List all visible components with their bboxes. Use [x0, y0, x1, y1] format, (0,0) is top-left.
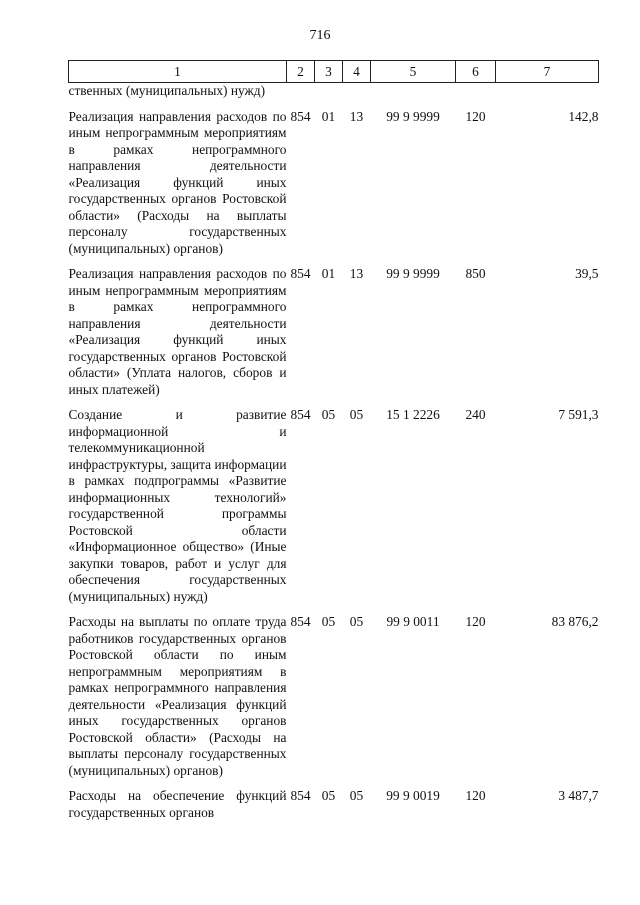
row-subsection-code: 05	[349, 788, 364, 803]
column-header: 4	[343, 61, 371, 83]
row-expense-type	[456, 83, 496, 101]
row-description: Расходы на обеспечение функций государственных органов	[68, 788, 287, 820]
row-section-code: 01	[321, 266, 336, 281]
row-ministry-code: 854	[290, 614, 311, 629]
table-row	[69, 399, 599, 606]
row-amount: 39,5	[575, 266, 599, 281]
row-subsection-code: 05	[349, 407, 364, 422]
row-amount: 142,8	[568, 108, 599, 124]
table-row	[69, 780, 599, 822]
row-target-article: 99 9 0019	[386, 788, 440, 803]
row-amount	[496, 83, 599, 101]
row-description: Реализация направления расходов по иным непрограммным мероприятиям в рамках непрограммного направления деятельности «Реализация функций иных государственных органов Ростовской области» (Уплата налогов, сборов и иных платежей)	[68, 266, 287, 397]
row-amount: 7 591,3	[558, 407, 599, 422]
row-target-article: 99 9 9999	[386, 108, 440, 124]
header-row	[69, 61, 599, 83]
column-header: 2	[287, 61, 315, 83]
column-header: 6	[456, 61, 496, 83]
row-description: Создание и развитие информационной и телекоммуникационной инфраструктуры, защита информации в рамках подпрограммы «Развитие информационных технологий» государственной программы Ростовской области «Информационное общество» (Иные закупки товаров, работ и услуг для обеспечения государственных (муниципальных) нужд)	[68, 407, 287, 604]
column-header: 5	[371, 61, 456, 83]
row-section-code: 05	[321, 788, 336, 803]
row-description: Расходы на выплаты по оплате труда работников государственных органов Ростовской области по иным непрограммным мероприятиям в рамках непрограммного направления деятельности «Реализация функций иных государственных органов Ростовской области» (Расходы на выплаты персоналу государственных (муниципальных) органов)	[68, 614, 287, 778]
row-target-article	[371, 83, 456, 101]
table-row	[69, 83, 599, 101]
row-expense-type: 120	[465, 788, 486, 803]
row-description: ственных (муниципальных) нужд)	[68, 83, 266, 98]
row-expense-type: 120	[465, 614, 486, 629]
column-header: 3	[315, 61, 343, 83]
row-target-article: 99 9 9999	[386, 266, 440, 281]
row-subsection-code	[343, 83, 371, 101]
row-expense-type: 240	[465, 407, 486, 422]
row-subsection-code: 05	[349, 614, 364, 629]
column-header: 7	[496, 61, 599, 83]
row-ministry-code: 854	[290, 407, 311, 422]
page-number: 716	[309, 28, 331, 43]
row-description: Реализация направления расходов по иным непрограммным мероприятиям в рамках непрограммного направления деятельности «Реализация функций иных государственных органов Ростовской области» (Расходы на выплаты персоналу государственных (муниципальных) органов)	[68, 108, 287, 256]
row-section-code	[315, 83, 343, 101]
row-section-code: 01	[321, 108, 336, 124]
row-expense-type: 850	[465, 266, 486, 281]
row-expense-type: 120	[465, 108, 486, 124]
row-ministry-code: 854	[290, 788, 311, 803]
budget-table	[68, 60, 599, 822]
row-ministry-code: 854	[290, 108, 311, 124]
row-amount: 83 876,2	[551, 614, 599, 629]
row-subsection-code: 13	[349, 266, 364, 281]
row-ministry-code	[287, 83, 315, 101]
row-target-article: 99 9 0011	[386, 614, 440, 629]
row-ministry-code: 854	[290, 266, 311, 281]
table-row	[69, 258, 599, 399]
table-row	[69, 101, 599, 259]
row-subsection-code: 13	[349, 108, 364, 124]
row-amount: 3 487,7	[558, 788, 599, 803]
row-section-code: 05	[321, 614, 336, 629]
row-section-code: 05	[321, 407, 336, 422]
column-header: 1	[69, 61, 287, 83]
row-target-article: 15 1 2226	[386, 407, 440, 422]
table-row	[69, 606, 599, 780]
